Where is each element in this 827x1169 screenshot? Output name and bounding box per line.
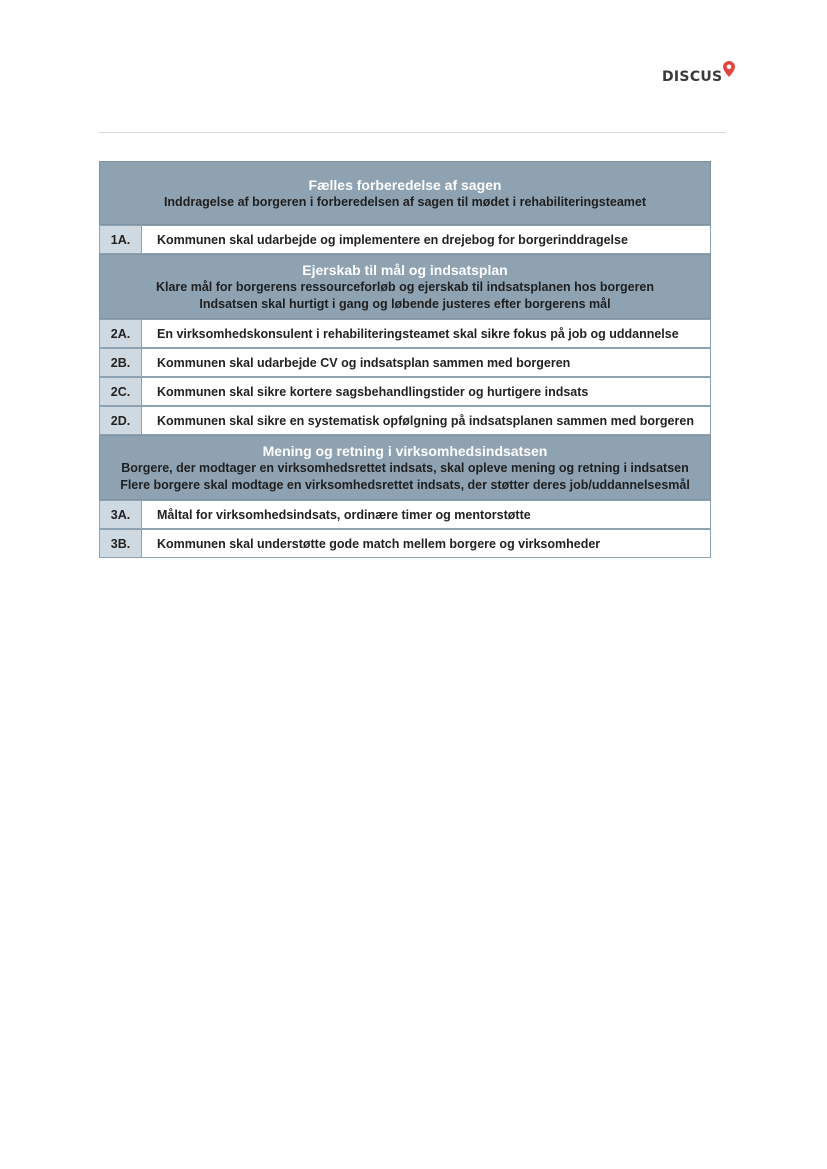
table-row — [99, 348, 711, 377]
table-row — [99, 529, 711, 558]
row-text: Kommunen skal sikre en systematisk opfølgning på indsatsplanen sammen med borgeren — [142, 407, 710, 434]
location-pin-icon — [723, 61, 735, 77]
row-text: En virksomhedskonsulent i rehabiliteringsteamet skal sikre fokus på job og uddannelse — [142, 320, 710, 347]
section-subtitle: Klare mål for borgerens ressourceforløb og ejerskab til indsatsplanen hos borgeren — [155, 279, 655, 294]
measures-table — [99, 161, 711, 558]
table-row — [99, 406, 711, 435]
section-title: Ejerskab til mål og indsatsplan — [302, 261, 508, 278]
section-title: Mening og retning i virksomhedsindsatsen — [262, 442, 548, 459]
section-subtitle: Indsatsen skal hurtigt i gang og løbende justeres efter borgerens mål — [199, 296, 611, 311]
section-subtitle: Inddragelse af borgeren i forberedelsen af sagen til mødet i rehabiliteringsteamet — [163, 194, 647, 209]
row-code: 2D. — [100, 407, 142, 434]
section-header-3 — [99, 435, 711, 500]
row-text: Måltal for virksomhedsindsats, ordinære timer og mentorstøtte — [142, 501, 710, 528]
section-subtitle: Flere borgere skal modtage en virksomhedsrettet indsats, der støtter deres job/uddannelsesmål — [120, 477, 690, 492]
table-row — [99, 377, 711, 406]
row-text: Kommunen skal sikre kortere sagsbehandlingstider og hurtigere indsats — [142, 378, 710, 405]
section-header-2 — [99, 254, 711, 319]
row-code: 3B. — [100, 530, 142, 557]
header-divider — [99, 132, 726, 133]
row-text: Kommunen skal udarbejde og implementere en drejebog for borgerinddragelse — [142, 226, 710, 253]
section-subtitle: Borgere, der modtager en virksomhedsrettet indsats, skal opleve mening og retning i indsatsen — [121, 460, 689, 475]
table-row — [99, 225, 711, 254]
table-row — [99, 319, 711, 348]
row-text: Kommunen skal understøtte gode match mellem borgere og virksomheder — [142, 530, 710, 557]
table-row — [99, 500, 711, 529]
row-code: 1A. — [100, 226, 142, 253]
row-code: 2C. — [100, 378, 142, 405]
section-title: Fælles forberedelse af sagen — [308, 176, 502, 193]
section-header-1 — [99, 161, 711, 225]
logo-text: DISCUS — [662, 69, 723, 85]
row-text: Kommunen skal udarbejde CV og indsatsplan sammen med borgeren — [142, 349, 710, 376]
row-code: 3A. — [100, 501, 142, 528]
row-code: 2B. — [100, 349, 142, 376]
row-code: 2A. — [100, 320, 142, 347]
